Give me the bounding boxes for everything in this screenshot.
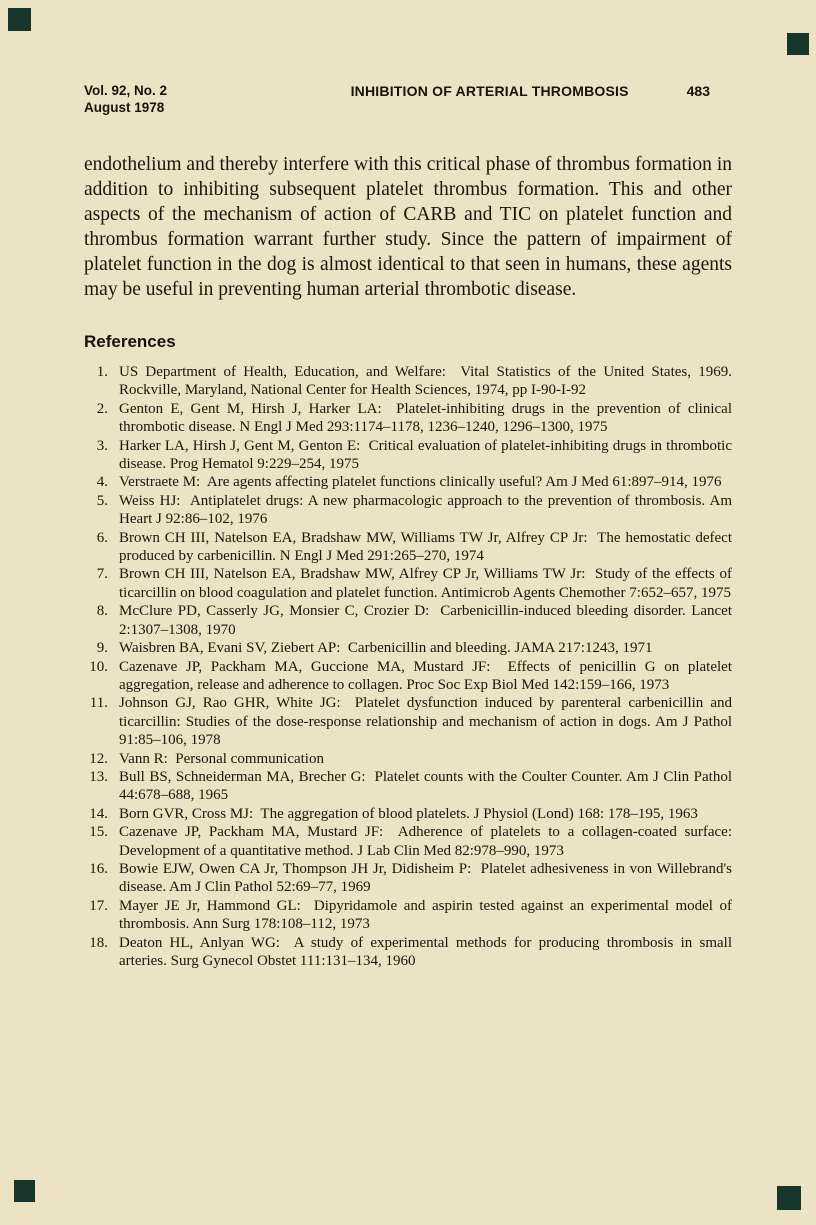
- reference-item: [84, 694, 736, 749]
- reference-text: Born GVR, Cross MJ: The aggregation of blood platelets. J Physiol (Lond) 168: 178–195, 1963: [119, 805, 698, 822]
- reference-text: Brown CH III, Natelson EA, Bradshaw MW, Alfrey CP Jr, Williams TW Jr: Study of the effects of ticarcillin on blood coagulation and platelet function. Antimicrob Agents Chemother 7:652–657, 1975: [119, 566, 736, 601]
- reference-text: McClure PD, Casserly JG, Monsier C, Crozier D: Carbenicillin-induced bleeding disorder. Lancet 2:1307–1308, 1970: [119, 603, 736, 638]
- reference-list: [84, 363, 736, 970]
- reference-number: 7.: [96, 566, 108, 583]
- reference-text: US Department of Health, Education, and Welfare: Vital Statistics of the United States, 1969. Rockville, Maryland, National Center for Health Sciences, 1974, pp I-90-I-92: [119, 364, 736, 399]
- reference-text: Waisbren BA, Evani SV, Ziebert AP: Carbenicillin and bleeding. JAMA 217:1243, 1971: [119, 640, 653, 657]
- volume-info: [84, 82, 351, 116]
- reference-number: 18.: [89, 934, 108, 951]
- reference-number: 14.: [89, 805, 108, 822]
- reference-item: [84, 363, 736, 400]
- reference-text: Verstraete M: Are agents affecting platelet functions clinically useful? Am J Med 61:897–914, 1976: [119, 474, 722, 491]
- reference-text: Mayer JE Jr, Hammond GL: Dipyridamole and aspirin tested against an experimental model of thrombosis. Ann Surg 178:108–112, 1973: [119, 897, 736, 933]
- volume-line: Vol. 92, No. 2: [84, 83, 168, 98]
- reference-number: 4.: [96, 474, 108, 491]
- reference-item: [84, 860, 736, 897]
- reference-number: 11.: [89, 695, 108, 712]
- registration-mark-top-right: [787, 33, 809, 55]
- reference-number: 8.: [96, 603, 108, 620]
- reference-text: Genton E, Gent M, Hirsh J, Harker LA: Platelet-inhibiting drugs in the prevention of clinical thrombotic disease. N Engl J Med 293:1174–1178, 1236–1240, 1296–1300, 1975: [119, 400, 736, 436]
- reference-text: Harker LA, Hirsh J, Gent M, Genton E: Critical evaluation of platelet-inhibiting drugs in thrombotic disease. Prog Hematol 9:229–254, 1975: [119, 437, 736, 473]
- reference-number: 5.: [96, 492, 108, 509]
- reference-item: [84, 639, 732, 657]
- reference-item: [84, 492, 736, 529]
- reference-item: [84, 473, 732, 491]
- page-content: [84, 82, 736, 970]
- reference-item: [84, 750, 732, 768]
- registration-mark-bottom-right: [777, 1186, 801, 1210]
- reference-text: Cazenave JP, Packham MA, Mustard JF: Adherence of platelets to a collagen-coated surface: Development of a quantitative method. J Lab Clin Med 82:978–990, 1973: [119, 824, 736, 859]
- reference-number: 3.: [96, 437, 108, 454]
- reference-item: [84, 658, 736, 695]
- reference-text: Bull BS, Schneiderman MA, Brecher G: Platelet counts with the Coulter Counter. Am J Clin Pathol 44:678–688, 1965: [119, 768, 736, 804]
- reference-item: [84, 897, 736, 934]
- reference-number: 1.: [96, 364, 108, 380]
- reference-number: 6.: [96, 529, 108, 546]
- registration-mark-bottom-left: [14, 1180, 35, 1202]
- reference-item: [84, 823, 736, 860]
- running-title: INHIBITION OF ARTERIAL THROMBOSIS: [350, 83, 629, 99]
- reference-item: [84, 529, 736, 566]
- reference-text: Cazenave JP, Packham MA, Guccione MA, Mustard JF: Effects of penicillin G on platelet aggregation, release and adherence to collagen. Proc Soc Exp Biol Med 142:159–166, 1973: [119, 658, 736, 693]
- body-paragraph: endothelium and thereby interfere with this critical phase of thrombus formation in addition to inhibiting subsequent platelet thrombus formation. This and other aspects of the mechanism of action of CARB and TIC on platelet function and thrombus formation warrant further study. Since the pattern of impairment of platelet function in the dog is almost identical to that seen in humans, these agents may be useful in preventing human arterial thrombotic disease.: [84, 154, 732, 300]
- date-line: August 1978: [84, 100, 165, 115]
- reference-text: Brown CH III, Natelson EA, Bradshaw MW, Williams TW Jr, Alfrey CP Jr: The hemostatic defect produced by carbenicillin. N Engl J Med 291:265–270, 1974: [119, 529, 736, 565]
- reference-text: Deaton HL, Anlyan WG: A study of experimental methods for producing thrombosis in small arteries. Surg Gynecol Obstet 111:131–134, 1960: [119, 934, 736, 969]
- reference-item: [84, 437, 736, 474]
- reference-number: 16.: [89, 860, 108, 877]
- reference-item: [84, 400, 736, 437]
- registration-mark-top-left: [8, 8, 31, 31]
- reference-text: Bowie EJW, Owen CA Jr, Thompson JH Jr, Didisheim P: Platelet adhesiveness in von Willebrand's disease. Am J Clin Pathol 52:69–77, 1969: [119, 860, 736, 896]
- references-heading: References: [84, 332, 176, 351]
- reference-number: 10.: [89, 658, 108, 675]
- reference-item: [84, 934, 736, 971]
- reference-number: 15.: [89, 824, 108, 841]
- reference-number: 12.: [89, 750, 108, 767]
- reference-text: Vann R: Personal communication: [119, 750, 324, 767]
- page-header: [84, 82, 732, 116]
- reference-item: [84, 602, 736, 639]
- reference-text: Weiss HJ: Antiplatelet drugs: A new pharmacologic approach to the prevention of thrombosis. Am Heart J 92:86–102, 1976: [119, 492, 736, 528]
- reference-item: [84, 768, 736, 805]
- reference-item: [84, 565, 736, 602]
- reference-number: 9.: [96, 640, 108, 657]
- page-number: 483: [686, 83, 710, 99]
- reference-number: 2.: [96, 400, 108, 417]
- reference-number: 17.: [89, 897, 108, 914]
- reference-number: 13.: [89, 768, 108, 785]
- reference-item: [84, 805, 732, 823]
- reference-text: Johnson GJ, Rao GHR, White JG: Platelet dysfunction induced by parenteral carbenicillin and ticarcillin: Studies of the dose-response relationship and mechanism of action in dogs. Am J Pathol 91:85–106, 1978: [119, 695, 736, 749]
